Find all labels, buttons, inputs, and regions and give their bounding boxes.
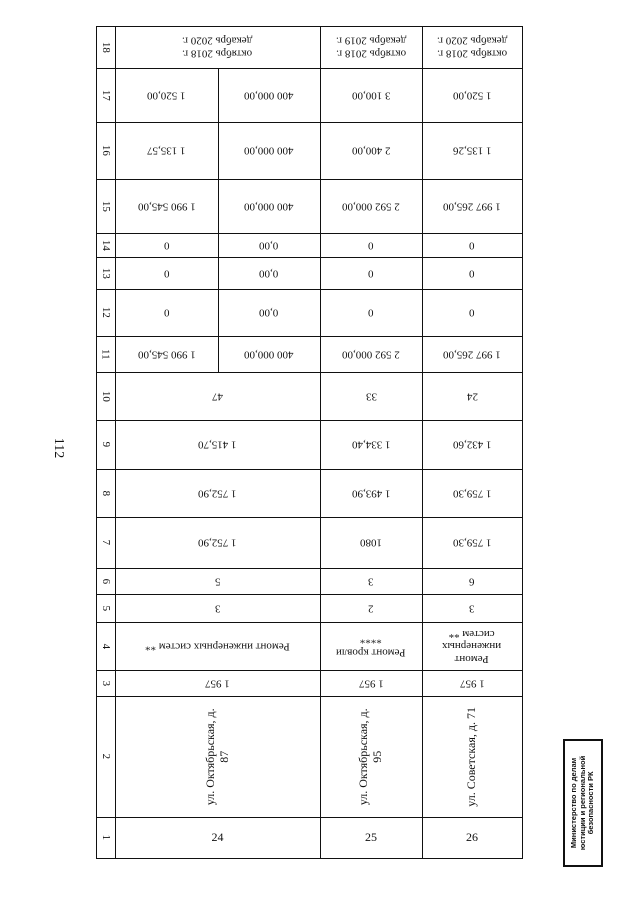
cost-total: 1 520,00 [147,89,186,102]
residents-count: 24 [466,390,478,403]
cost-value: 1 990 545,00 [137,200,196,213]
address: ул. Октябрьская, д. 95 [356,708,384,805]
residents-count: 33 [365,390,377,403]
col-number: 12 [99,306,112,318]
cost-value: 0,00 [259,267,279,280]
col-number: 9 [99,441,112,448]
work-type: Ремонт инженерных систем ** [442,627,502,665]
col-number: 18 [99,41,112,53]
cost-value: 1 997 265,00 [443,348,501,361]
entrances-count: 3 [214,602,221,615]
cost-value: 400 000,00 [244,348,294,361]
cost-value: 0 [469,306,475,319]
cost-value: 2 592 000,00 [342,200,400,213]
area-value: 1 752,90 [198,487,237,500]
work-type: Ремонт инженерных систем ** [145,640,290,653]
work-period: октябрь 2018 г. декабрь 2020 г. [182,35,253,60]
address: ул. Октябрьская, д. 87 [202,708,231,805]
entrances-count: 2 [368,602,374,615]
stamp-line: юстиции и региональной [577,755,587,851]
cost-total: 400 000,00 [244,89,294,102]
entrances-count: 3 [469,602,475,615]
col-number: 5 [99,605,112,611]
col-number: 17 [99,89,112,101]
build-year: 1 957 [205,677,230,690]
area-value: 1 759,30 [452,536,492,549]
col-number: 4 [99,643,112,649]
stamp-line: Министерство по делам [569,757,579,849]
area-value: 1 432,60 [452,438,492,451]
build-year: 1 957 [358,677,384,690]
cost-total: 3 100,00 [351,89,391,102]
col-number: 8 [99,490,112,496]
cost-value: 0 [368,306,374,319]
cost-value: 0 [368,239,374,252]
work-type: Ремонт кровли **** [336,634,406,659]
table-border-right [522,26,523,859]
cost-value: 0 [163,306,170,319]
col-number: 14 [99,239,112,251]
floors-count: 3 [368,575,374,588]
row-number: 26 [466,829,478,844]
row-number: 25 [365,829,377,844]
cost-value: 2 400,00 [351,144,391,157]
col-number: 3 [99,680,112,686]
col-number: 11 [99,348,112,360]
col-number: 7 [99,539,112,546]
cost-value: 0,00 [259,306,279,319]
cost-value: 0 [469,267,475,280]
table-border-bottom [96,858,523,859]
floors-count: 6 [469,575,475,588]
col-number: 10 [99,390,112,402]
cost-value: 0 [368,267,374,280]
cost-value: 0 [163,267,170,280]
area-value: 1 759,30 [452,487,492,500]
cost-value: 400 000,00 [244,200,294,213]
work-period: октябрь 2018 г. декабрь 2019 г. [335,35,407,60]
address: ул. Советская, д. 71 [464,706,479,807]
residents-count: 47 [212,390,223,403]
area-value: 1 493,90 [351,487,391,500]
cost-value: 1 997 265,00 [443,200,501,213]
cost-total: 1 520,00 [452,89,492,102]
col-number: 2 [99,753,112,760]
row-number: 24 [211,829,224,844]
cost-value: 0 [469,239,475,252]
area-value: 1 334,40 [351,438,391,451]
col-number: 13 [99,267,112,279]
col-number: 6 [99,578,112,584]
cost-value: 400 000,00 [244,144,294,157]
col-number: 1 [99,834,112,841]
area-value: 1 752,90 [198,536,237,549]
floors-count: 5 [214,575,221,588]
area-value: 1080 [360,536,382,549]
cost-value: 1 135,57 [147,144,186,157]
registration-stamp [563,739,603,867]
col-number: 15 [99,200,112,212]
stamp-line: безопасности РК [586,771,596,835]
page-number: 112 [51,437,66,459]
build-year: 1 957 [459,677,485,690]
area-value: 1 415,70 [198,438,237,451]
work-period: октябрь 2018 г. декабрь 2020 г. [436,35,508,60]
col-number: 16 [99,144,112,156]
cost-value: 1 990 545,00 [137,348,196,361]
cost-value: 0 [163,239,170,252]
cost-value: 1 135,26 [452,144,492,157]
cost-value: 2 592 000,00 [342,348,400,361]
cost-value: 0,00 [259,239,279,252]
